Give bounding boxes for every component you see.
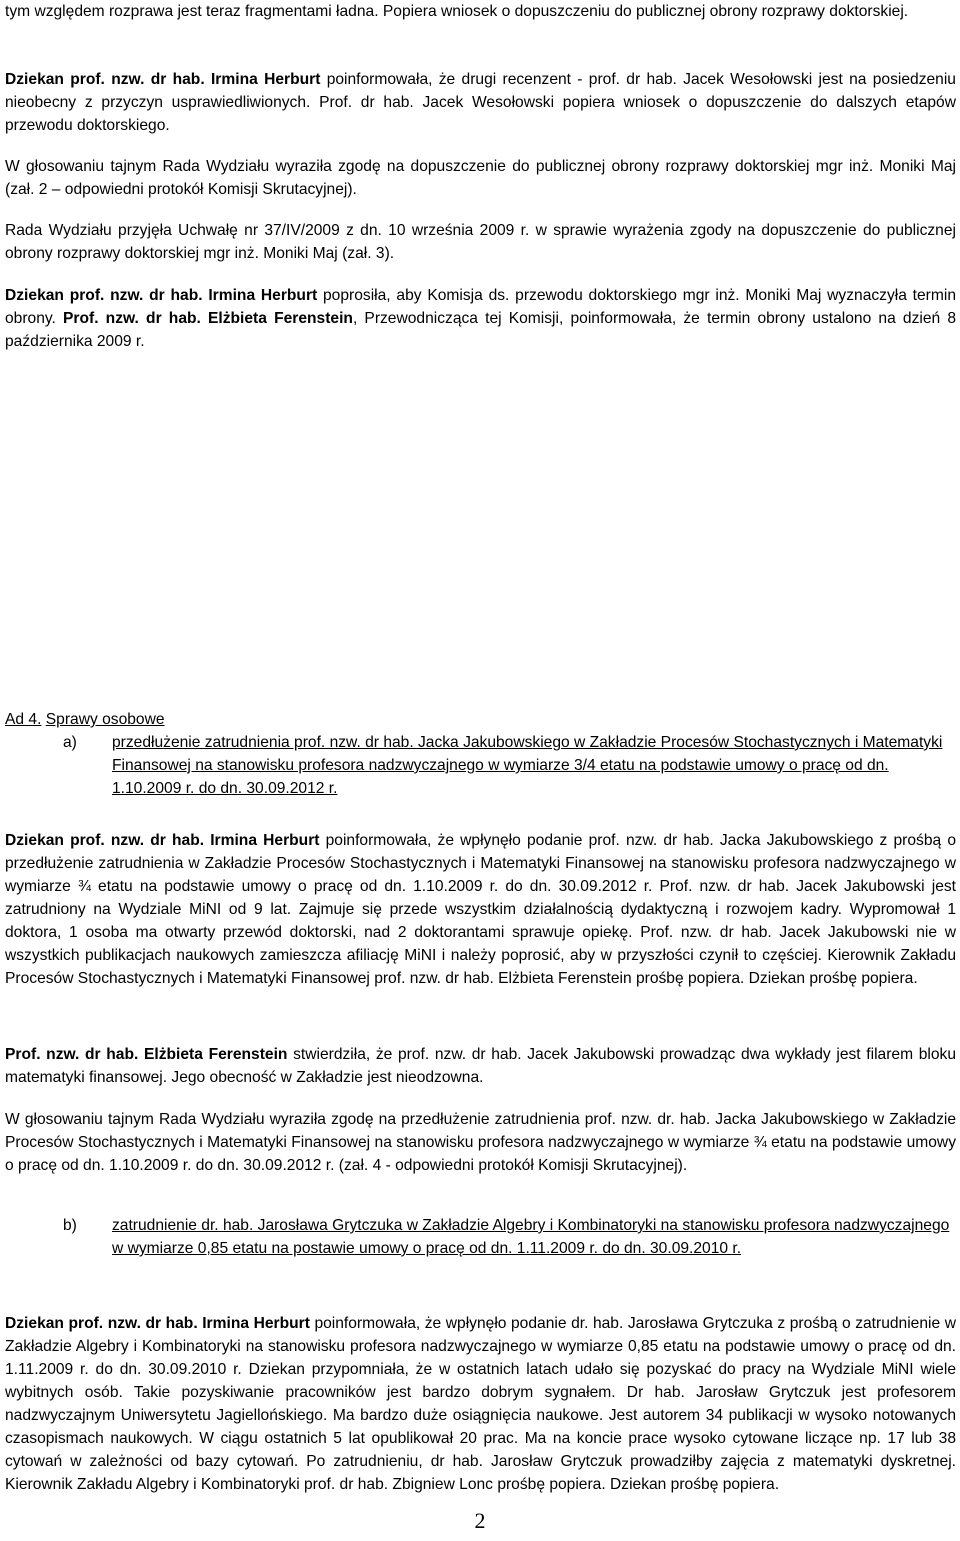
speaker-name: Dziekan prof. nzw. dr hab. Irmina Herburt [5, 832, 320, 849]
paragraph-defense-date: Dziekan prof. nzw. dr hab. Irmina Herburt poprosiła, aby Komisja ds. przewodu doktorskiego mgr inż. Moniki Maj wyznaczyła termin obrony. Prof. nzw. dr hab. Elżbieta Ferenstein, Przewodnicząca tej Komisji, poinformowała, że termin obrony ustalono na dzień 8 października 2009 r. [5, 287, 957, 350]
paragraph-review-continuation: tym względem rozprawa jest teraz fragmentami ładna. Popiera wniosek o dopuszczeniu do publicznej obrony rozprawy doktorskiej. [5, 3, 909, 20]
paragraph-grytczuk-request: Dziekan prof. nzw. dr hab. Irmina Herburt poinformowała, że wpłynęło podanie dr. hab. Jarosława Grytczuka z prośbą o zatrudnienie w Zakładzie Algebry i Kombinatoryki na stanowisku profesora nadzwyczajnego w wymiarze 0,85 etatu na podstawie umowy o pracę od dn. 1.11.2009 r. do dn. 30.09.2010 r. Dziekan przypomniała, że w ostatnich latach udało się pozyskać do pracy na Wydziale MiNI wiele wybitnych osób. Takie pozyskiwanie pracowników jest bardzo dobrym sygnałem. Dr hab. Jarosław Grytczuk jest profesorem nadzwyczajnym Uniwersytetu Jagiellońskiego. Ma bardzo duże osiągnięcia naukowe. Jest autorem 34 publikacji w wysoko notowanych czasopismach naukowych. W ciągu ostatnich 5 lat opublikował 20 prac. Ma na koncie prace wysoko cytowane liczące np. 17 lub 38 cytowań w zależności od bazy cytowań. Po zatrudnieniu, dr hab. Jarosław Grytczuk prowadziłby zajęcia z matematyki dyskretnej. Kierownik Zakładu Algebry i Kombinatoryki prof. dr hab. Zbigniew Lonc prośbę popiera. Dziekan prośbę popiera. [5, 1315, 956, 1493]
speaker-name: Dziekan prof. nzw. dr hab. Irmina Herburt [5, 287, 318, 304]
paragraph-resolution: Rada Wydziału przyjęła Uchwałę nr 37/IV/2009 z dn. 10 września 2009 r. w sprawie wyrażenia zgody na dopuszczenie do publicznej obrony rozprawy doktorskiej mgr inż. Moniki Maj (zał. 3). [5, 222, 956, 262]
section-title: Sprawy osobowe [45, 711, 165, 728]
list-item-a [63, 731, 956, 800]
speaker-name: Dziekan prof. nzw. dr hab. Irmina Herburt [5, 71, 321, 88]
paragraph-vote-admission: W głosowaniu tajnym Rada Wydziału wyraziła zgodę na dopuszczenie do publicznej obrony rozprawy doktorskiej mgr inż. Moniki Maj (zał. 2 – odpowiedni protokół Komisji Skrutacyjnej). [5, 158, 956, 198]
list-item-text: przedłużenie zatrudnienia prof. nzw. dr hab. Jacka Jakubowskiego w Zakładzie Procesów Stochastycznych i Matematyki Finansowej na stanowisku profesora nadzwyczajnego w wymiarze 3/4 etatu na podstawie umowy o pracę od dn. 1.10.2009 r. do dn. 30.09.2012 r. [112, 734, 943, 797]
speaker-name: Prof. nzw. dr hab. Elżbieta Ferenstein [5, 1046, 288, 1063]
section-ad4-heading [5, 708, 956, 731]
paragraph-second-reviewer: Dziekan prof. nzw. dr hab. Irmina Herburt poinformowała, że drugi recenzent - prof. dr hab. Jacek Wesołowski jest na posiedzeniu nieobecny z przyczyn usprawiedliwionych. Prof. dr hab. Jacek Wesołowski popiera wniosek o dopuszczenie do dalszych etapów przewodu doktorskiego. [5, 71, 956, 134]
paragraph-vote-jakubowski: W głosowaniu tajnym Rada Wydziału wyraziła zgodę na przedłużenie zatrudnienia prof. nzw. dr. hab. Jacka Jakubowskiego w Zakładzie Procesów Stochastycznych i Matematyki Finansowej na stanowisku profesora nadzwyczajnego w wymiarze ¾ etatu na podstawie umowy o pracę od dn. 1.10.2009 r. do dn. 30.09.2012 r. (zał. 4 - odpowiedni protokół Komisji Skrutacyjnej). [5, 1111, 956, 1174]
paragraph-jakubowski-request: Dziekan prof. nzw. dr hab. Irmina Herburt poinformowała, że wpłynęło podanie prof. nzw. dr hab. Jacka Jakubowskiego z prośbą o przedłużenie zatrudnienia w Zakładzie Procesów Stochastycznych i Matematyki Finansowej na stanowisku profesora nadzwyczajnego w wymiarze ¾ etatu na podstawie umowy o pracę od dn. 1.10.2009 r. do dn. 30.09.2012 r. Prof. nzw. dr hab. Jacek Jakubowski jest zatrudniony na Wydziale MiNI od 9 lat. Zajmuje się przede wszystkim działalnością dydaktyczną i rozwojem kadry. Wypromował 1 doktora, 1 osoba ma otwarty przewód doktorski, nad 2 doktorantami sprawuje opiekę. Prof. nzw. dr hab. Jacek Jakubowski nie w wszystkich publikacjach naukowych zamieszcza afiliację MiNI i należy poprosić, aby w przyszłości czynił to częściej. Kierownik Zakładu Procesów Stochastycznych i Matematyki Finansowej prof. nzw. dr hab. Elżbieta Ferenstein prośbę popiera. Dziekan prośbę popiera. [5, 832, 956, 987]
list-item-label: b) [63, 1217, 77, 1234]
speaker-name: Dziekan prof. nzw. dr hab. Irmina Herburt [5, 1315, 310, 1332]
list-item-label: a) [63, 734, 77, 751]
list-item-b [63, 1214, 956, 1260]
list-item-text: zatrudnienie dr. hab. Jarosława Grytczuka w Zakładzie Algebry i Kombinatoryki na stanowisku profesora nadzwyczajnego w wymiarze 0,85 etatu na postawie umowy o pracę od dn. 1.11.2009 r. do dn. 30.09.2010 r. [112, 1217, 950, 1257]
speaker-name: Prof. nzw. dr hab. Elżbieta Ferenstein [63, 310, 353, 327]
paragraph-ferenstein-statement: Prof. nzw. dr hab. Elżbieta Ferenstein stwierdziła, że prof. nzw. dr hab. Jacek Jakubowski prowadząc dwa wykłady jest filarem bloku matematyki finansowej. Jego obecność w Zakładzie jest nieodzowna. [5, 1046, 956, 1086]
page-number: 2 [474, 1508, 486, 1533]
section-number: Ad 4. [5, 711, 42, 728]
